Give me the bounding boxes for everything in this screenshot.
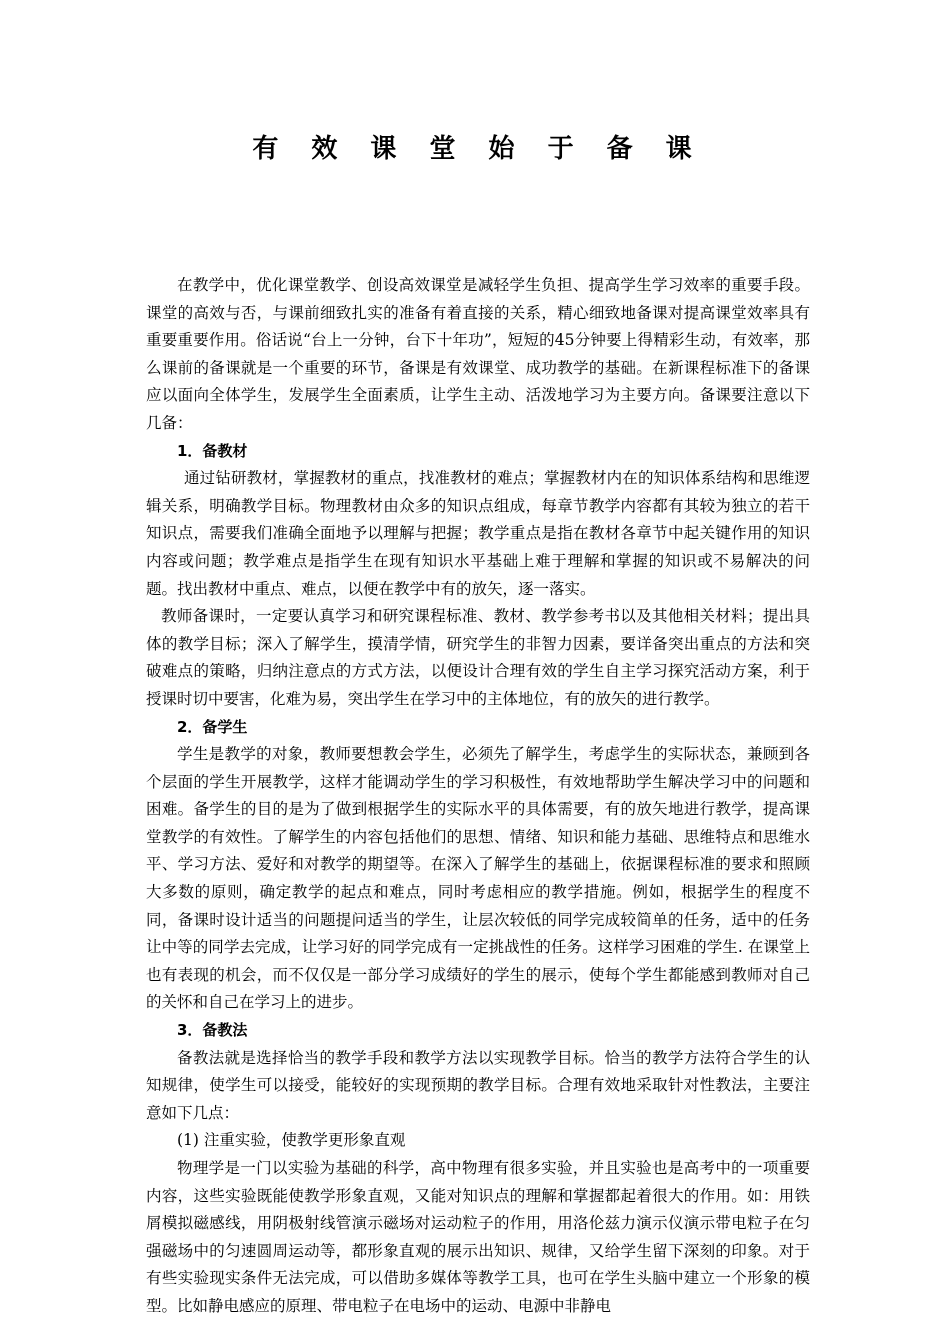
document-title: 有 效 课 堂 始 于 备 课 [252,134,704,164]
section3-paragraph-2: 物理学是一门以实验为基础的科学，高中物理有很多实验，并且实验也是高考中的一项重要内容，这些实验既能使教学形象直观，又能对知识点的理解和掌握都起着很大的作用。如：用铁屑模拟磁感线，用阴极射线管演示磁场对运动粒子的作用，用洛伦兹力演示仪演示带电粒子在匀强磁场中的匀速圆周运动等，都形象直观的展示出知识、规律，又给学生留下深刻的印象。对于有些实验现实条件无法完成，可以借助多媒体等教学工具，也可在学生头脑中建立一个形象的模型。比如静电感应的原理、带电粒子在电场中的运动、电源中非静电 [146,1159,810,1315]
section2-paragraph-1: 学生是教学的对象，教师要想教会学生，必须先了解学生，考虑学生的实际状态，兼顾到各个层面的学生开展教学，这样才能调动学生的学习积极性，有效地帮助学生解决学习中的问题和困难。备学生的目的是为了做到根据学生的实际水平的具体需要，有的放矢地进行教学，提高课堂教学的有效性。了解学生的内容包括他们的思想、情绪、知识和能力基础、思维特点和思维水平、学习方法、爱好和对教学的期望等。在深入了解学生的基础上，依据课程标准的要求和照顾大多数的原则，确定教学的起点和难点，同时考虑相应的教学措施。例如，根据学生的程度不同，备课时设计适当的问题提问适当的学生，让层次较低的同学完成较简单的任务，适中的任务让中等的同学去完成，让学习好的同学完成有一定挑战性的任务。这样学习困难的学生. 在课堂上也有表现的机会，而不仅仅是一部分学习成绩好的学生的展示，使每个学生都能感到教师对自己的关怀和自己在学习上的进步。 [146,745,810,1012]
section3-paragraph-1: 备教法就是选择恰当的教学手段和教学方法以实现教学目标。恰当的教学方法符合学生的认知规律，使学生可以接受，能较好的实现预期的教学目标。合理有效地采取针对性教法，主要注意如下几点： [146,1048,810,1122]
document-body [146,272,810,1321]
section-heading-methods: 3．备教法 [177,1021,248,1040]
section-heading-textbook: 1．备教材 [177,441,248,460]
intro-paragraph: 在教学中，优化课堂教学、创设高效课堂是减轻学生负担、提高学生学习效率的重要手段。课堂的高效与否，与课前细致扎实的准备有着直接的关系，精心细致地备课对提高课堂效率具有重要重要作用。俗话说“台上一分钟，台下十年功”，短短的45分钟要上得精彩生动，有效率，那么课前的备课就是一个重要的环节，备课是有效课堂、成功教学的基础。在新课程标准下的备课应以面向全体学生，发展学生全面素质，让学生主动、活泼地学习为主要方向。备课要注意以下几备： [146,276,810,432]
section3-subheading-experiments: (1) 注重实验，使教学更形象直观 [177,1131,406,1150]
section-heading-students: 2．备学生 [177,717,248,736]
section1-paragraph-1: 通过钻研教材，掌握教材的重点，找准教材的难点；掌握教材内在的知识体系结构和思维逻辑关系，明确教学目标。物理教材由众多的知识点组成，每章节教学内容都有其较为独立的若干知识点，需要我们准确全面地予以理解与把握；教学重点是指在教材各章节中起关键作用的知识内容或问题；教学难点是指学生在现有知识水平基础上难于理解和掌握的知识或不易解决的问题。找出教材中重点、难点，以便在教学中有的放矢，逐一落实。 [146,469,810,598]
section1-paragraph-2: 教师备课时，一定要认真学习和研究课程标准、教材、教学参考书以及其他相关材料；提出具体的教学目标；深入了解学生，摸清学情，研究学生的非智力因素，要详备突出重点的方法和突破难点的策略，归纳注意点的方式方法，以便设计合理有效的学生自主学习探究活动方案，利于授课时切中要害，化难为易，突出学生在学习中的主体地位，有的放矢的进行教学。 [146,607,810,708]
